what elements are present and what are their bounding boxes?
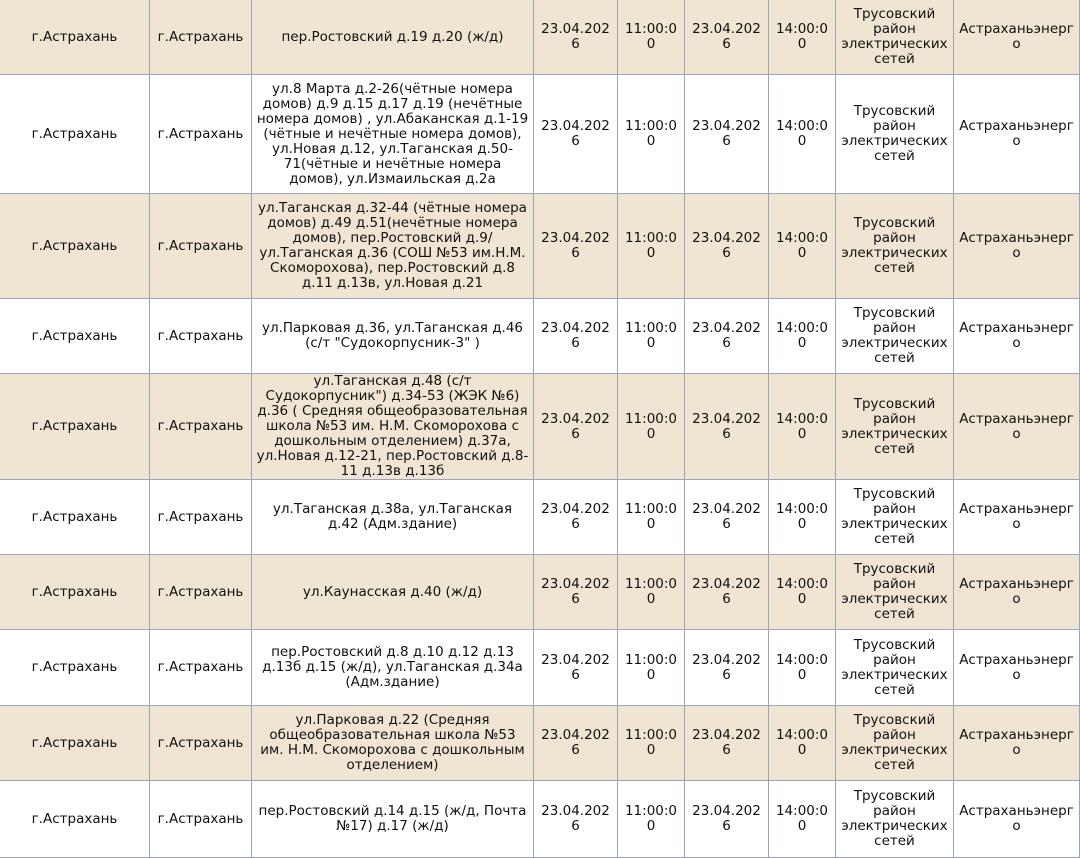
start-date-cell: 23.04.2026	[534, 299, 618, 374]
end-date-cell: 23.04.2026	[685, 374, 769, 480]
start-date-cell: 23.04.2026	[534, 706, 618, 781]
end-time-cell: 14:00:00	[769, 706, 836, 781]
locality-cell: г.Астрахань	[150, 781, 252, 858]
organization-cell: Астраханьэнерго	[954, 480, 1080, 555]
region-cell: г.Астрахань	[0, 480, 150, 555]
address-cell: ул.Парковая д.36, ул.Таганская д.46 (с/т "Судокорпусник-3" )	[252, 299, 534, 374]
end-time-cell: 14:00:00	[769, 630, 836, 706]
locality-cell: г.Астрахань	[150, 75, 252, 194]
end-date-cell: 23.04.2026	[685, 781, 769, 858]
start-date-cell: 23.04.2026	[534, 480, 618, 555]
district-cell: Трусовский район электрических сетей	[836, 374, 954, 480]
address-cell: пер.Ростовский д.8 д.10 д.12 д.13 д.13б д.15 (ж/д), ул.Таганская д.34а (Адм.здание)	[252, 630, 534, 706]
region-cell: г.Астрахань	[0, 0, 150, 75]
address-cell: ул.Парковая д.22 (Средняя общеобразовательная школа №53 им. Н.М. Скоморохова с дошкольным отделением)	[252, 706, 534, 781]
start-time-cell: 11:00:00	[618, 374, 685, 480]
end-time-cell: 14:00:00	[769, 374, 836, 480]
organization-cell: Астраханьэнерго	[954, 555, 1080, 630]
end-date-cell: 23.04.2026	[685, 480, 769, 555]
end-time-cell: 14:00:00	[769, 75, 836, 194]
organization-cell: Астраханьэнерго	[954, 299, 1080, 374]
district-cell: Трусовский район электрических сетей	[836, 75, 954, 194]
district-cell: Трусовский район электрических сетей	[836, 194, 954, 299]
end-date-cell: 23.04.2026	[685, 299, 769, 374]
start-time-cell: 11:00:00	[618, 299, 685, 374]
table-row	[0, 706, 1080, 781]
start-date-cell: 23.04.2026	[534, 194, 618, 299]
end-date-cell: 23.04.2026	[685, 706, 769, 781]
start-time-cell: 11:00:00	[618, 781, 685, 858]
organization-cell: Астраханьэнерго	[954, 374, 1080, 480]
region-cell: г.Астрахань	[0, 374, 150, 480]
end-date-cell: 23.04.2026	[685, 630, 769, 706]
table-row	[0, 299, 1080, 374]
end-time-cell: 14:00:00	[769, 555, 836, 630]
district-cell: Трусовский район электрических сетей	[836, 555, 954, 630]
locality-cell: г.Астрахань	[150, 706, 252, 781]
start-time-cell: 11:00:00	[618, 480, 685, 555]
end-date-cell: 23.04.2026	[685, 0, 769, 75]
table-row	[0, 480, 1080, 555]
table-row	[0, 75, 1080, 194]
region-cell: г.Астрахань	[0, 630, 150, 706]
locality-cell: г.Астрахань	[150, 480, 252, 555]
address-cell: пер.Ростовский д.19 д.20 (ж/д)	[252, 0, 534, 75]
locality-cell: г.Астрахань	[150, 0, 252, 75]
district-cell: Трусовский район электрических сетей	[836, 706, 954, 781]
organization-cell: Астраханьэнерго	[954, 706, 1080, 781]
address-cell: пер.Ростовский д.14 д.15 (ж/д, Почта №17) д.17 (ж/д)	[252, 781, 534, 858]
end-time-cell: 14:00:00	[769, 781, 836, 858]
address-cell: ул.Таганская д.48 (с/т Судокорпусник") д.34-53 (ЖЭК №6) д.36 ( Средняя общеобразовательная школа №53 им. Н.М. Скоморохова с дошкольным отделением) д.37а, ул.Новая д.12-21, пер.Ростовский д.8-11 д.13в д.13б	[252, 374, 534, 480]
address-cell: ул.Каунасская д.40 (ж/д)	[252, 555, 534, 630]
start-date-cell: 23.04.2026	[534, 374, 618, 480]
locality-cell: г.Астрахань	[150, 194, 252, 299]
locality-cell: г.Астрахань	[150, 374, 252, 480]
organization-cell: Астраханьэнерго	[954, 0, 1080, 75]
district-cell: Трусовский район электрических сетей	[836, 630, 954, 706]
start-time-cell: 11:00:00	[618, 194, 685, 299]
end-time-cell: 14:00:00	[769, 194, 836, 299]
locality-cell: г.Астрахань	[150, 299, 252, 374]
locality-cell: г.Астрахань	[150, 630, 252, 706]
region-cell: г.Астрахань	[0, 706, 150, 781]
district-cell: Трусовский район электрических сетей	[836, 480, 954, 555]
table-row	[0, 555, 1080, 630]
end-time-cell: 14:00:00	[769, 0, 836, 75]
end-date-cell: 23.04.2026	[685, 75, 769, 194]
address-cell: ул.8 Марта д.2-26(чётные номера домов) д.9 д.15 д.17 д.19 (нечётные номера домов) , ул.Абаканская д.1-19 (чётные и нечётные номера домов), ул.Новая д.12, ул.Таганская д.50-71(чётные и нечётные номера домов), ул.Измаильская д.2а	[252, 75, 534, 194]
table-row	[0, 0, 1080, 75]
address-cell: ул.Таганская д.32-44 (чётные номера домов) д.49 д.51(нечётные номера домов), пер.Ростовский д.9/ ул.Таганская д.36 (СОШ №53 им.Н.М. Скоморохова), пер.Ростовский д.8 д.11 д.13в, ул.Новая д.21	[252, 194, 534, 299]
end-time-cell: 14:00:00	[769, 480, 836, 555]
organization-cell: Астраханьэнерго	[954, 781, 1080, 858]
organization-cell: Астраханьэнерго	[954, 630, 1080, 706]
district-cell: Трусовский район электрических сетей	[836, 0, 954, 75]
start-time-cell: 11:00:00	[618, 555, 685, 630]
region-cell: г.Астрахань	[0, 299, 150, 374]
start-time-cell: 11:00:00	[618, 75, 685, 194]
region-cell: г.Астрахань	[0, 194, 150, 299]
start-date-cell: 23.04.2026	[534, 630, 618, 706]
district-cell: Трусовский район электрических сетей	[836, 781, 954, 858]
start-date-cell: 23.04.2026	[534, 0, 618, 75]
start-time-cell: 11:00:00	[618, 706, 685, 781]
district-cell: Трусовский район электрических сетей	[836, 299, 954, 374]
start-time-cell: 11:00:00	[618, 0, 685, 75]
region-cell: г.Астрахань	[0, 555, 150, 630]
organization-cell: Астраханьэнерго	[954, 75, 1080, 194]
locality-cell: г.Астрахань	[150, 555, 252, 630]
table-row	[0, 194, 1080, 299]
table-row	[0, 374, 1080, 480]
start-date-cell: 23.04.2026	[534, 75, 618, 194]
start-time-cell: 11:00:00	[618, 630, 685, 706]
region-cell: г.Астрахань	[0, 75, 150, 194]
table-row	[0, 630, 1080, 706]
start-date-cell: 23.04.2026	[534, 555, 618, 630]
table-row	[0, 781, 1080, 858]
region-cell: г.Астрахань	[0, 781, 150, 858]
end-time-cell: 14:00:00	[769, 299, 836, 374]
end-date-cell: 23.04.2026	[685, 194, 769, 299]
start-date-cell: 23.04.2026	[534, 781, 618, 858]
address-cell: ул.Таганская д.38а, ул.Таганская д.42 (Адм.здание)	[252, 480, 534, 555]
end-date-cell: 23.04.2026	[685, 555, 769, 630]
organization-cell: Астраханьэнерго	[954, 194, 1080, 299]
